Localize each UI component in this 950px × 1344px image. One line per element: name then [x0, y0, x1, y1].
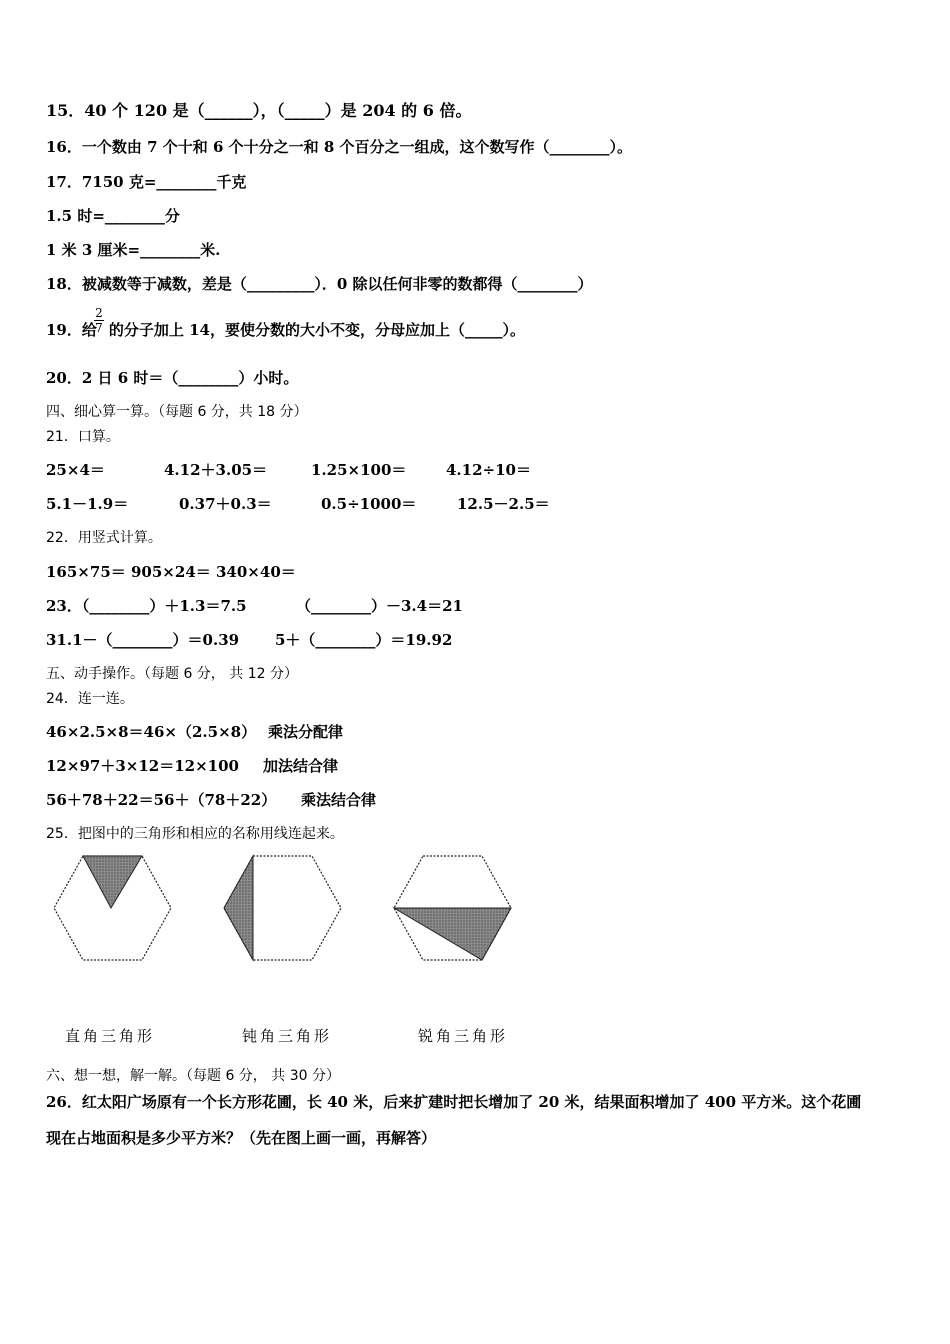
calc-item: 1.25×100＝ [311, 461, 407, 479]
equation: 46×2.5×8＝46×（2.5×8） [46, 723, 257, 741]
question-21: 21．口算。 [46, 429, 120, 445]
calc-item: 4.12÷10＝ [446, 461, 531, 479]
fraction-numerator: 2 [95, 306, 103, 320]
calc-item: 5＋（________）＝19.92 [275, 631, 453, 649]
section-4-heading: 四、细心算一算。（每题 6 分，共 18 分） [46, 404, 308, 420]
law-name: 加法结合律 [263, 757, 339, 775]
equation: 12×97＋3×12＝12×100 [46, 757, 239, 775]
hexagon-figure-3 [385, 848, 520, 966]
calc-item: 0.37＋0.3＝ [179, 495, 272, 513]
label-obtuse-triangle: 钝角三角形 [242, 1027, 333, 1045]
calc-item: 12.5－2.5＝ [457, 495, 550, 513]
question-24: 24．连一连。 [46, 691, 134, 707]
calc-item: （________）－3.4＝21 [296, 597, 463, 615]
question-20: 20．2 日 6 时＝（________）小时。 [46, 369, 299, 387]
calc-item: 0.5÷1000＝ [321, 495, 417, 513]
question-17-a: 17．7150 克=________千克 [46, 173, 247, 191]
calc-item: 23．（________）＋1.3＝7.5 [46, 597, 247, 615]
question-26-line-2: 现在占地面积是多少平方米？（先在图上画一画，再解答） [46, 1129, 437, 1147]
label-acute-triangle: 锐角三角形 [418, 1027, 509, 1045]
calc-item: 31.1－（________）＝0.39 [46, 631, 240, 649]
calc-item: 905×24＝ [131, 563, 211, 581]
label-right-triangle: 直角三角形 [65, 1027, 156, 1045]
question-19 [46, 320, 525, 340]
question-18: 18．被减数等于减数，差是（_________）．0 除以任何非零的数都得（________） [46, 275, 593, 293]
equation: 56＋78＋22＝56＋（78＋22） [46, 791, 277, 809]
question-19-rest: 的分子加上 14，要使分数的大小不变，分母应加上（_____）。 [108, 321, 525, 339]
question-17-c: 1 米 3 厘米=________米. [46, 241, 221, 259]
fraction-denominator: 7 [95, 321, 103, 335]
question-16: 16．一个数由 7 个十和 6 个十分之一和 8 个百分之一组成，这个数写作（________）。 [46, 138, 633, 156]
law-name: 乘法分配律 [268, 723, 344, 741]
question-26-line-1: 26．红太阳广场原有一个长方形花圃，长 40 米，后来扩建时把长增加了 20 米，结果面积增加了 400 平方米。这个花圃 [46, 1093, 862, 1111]
question-22: 22．用竖式计算。 [46, 530, 162, 546]
fraction-two-sevenths [94, 307, 104, 334]
calc-item: 25×4＝ [46, 461, 105, 479]
calc-item: 340×40＝ [216, 563, 296, 581]
calc-item: 4.12＋3.05＝ [164, 461, 268, 479]
question-19-prefix: 19．给 [46, 321, 97, 339]
question-25: 25．把图中的三角形和相应的名称用线连起来。 [46, 826, 344, 842]
calc-item: 165×75＝ [46, 563, 126, 581]
section-5-heading: 五、动手操作。（每题 6 分， 共 12 分） [46, 666, 298, 682]
hexagon-figure-2 [215, 848, 350, 966]
question-15: 15．40 个 120 是（______），（_____）是 204 的 6 倍。 [46, 101, 472, 120]
question-17-b: 1.5 时=________分 [46, 207, 180, 225]
calc-item: 5.1－1.9＝ [46, 495, 129, 513]
hexagon-figure-1 [45, 848, 180, 966]
section-6-heading: 六、想一想，解一解。（每题 6 分， 共 30 分） [46, 1068, 340, 1084]
law-name: 乘法结合律 [301, 791, 377, 809]
